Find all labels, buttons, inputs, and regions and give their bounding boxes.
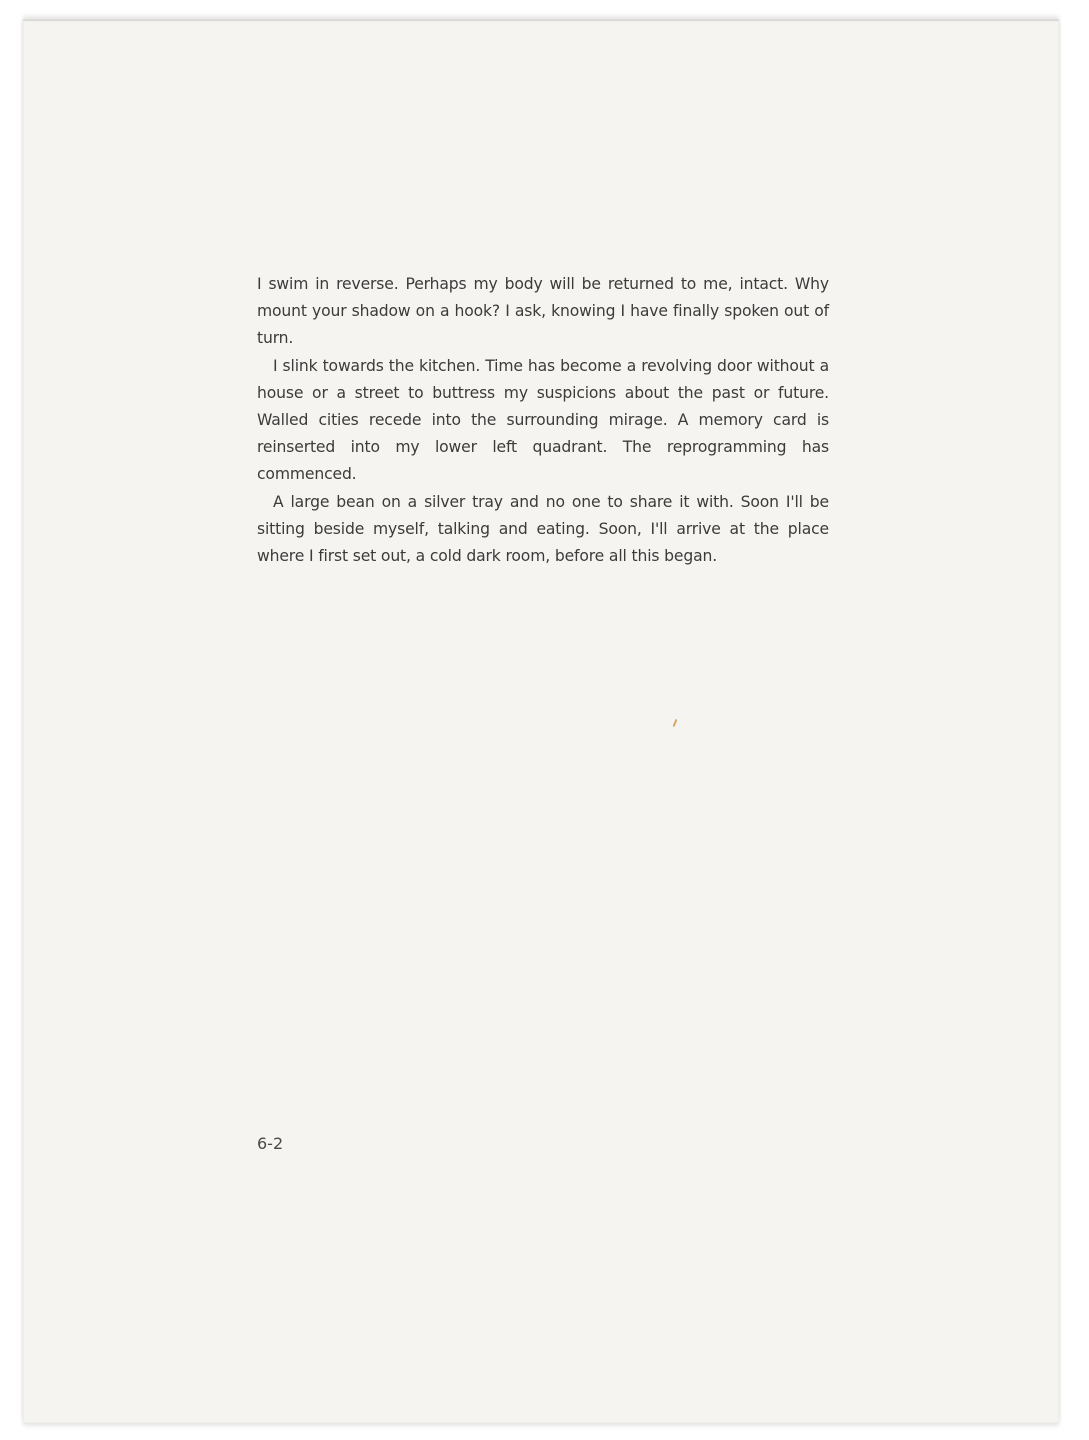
paragraph-1: I swim in reverse. Perhaps my body will be returned to me, intact. Why mount your shadow on a hook? I ask, knowing I have finally spoken out of turn. xyxy=(257,275,829,348)
paper-speck xyxy=(673,719,678,727)
paragraph-3: A large bean on a silver tray and no one to share it with. Soon I'll be sitting beside myself, talking and eating. Soon, I'll arrive at the place where I first set out, a cold dark room, before all this began. xyxy=(257,492,829,566)
page-number: 6-2 xyxy=(257,1134,284,1153)
paper-sheet xyxy=(23,19,1059,1423)
paragraph-2: I slink towards the kitchen. Time has become a revolving door without a house or a street to buttress my suspicions about the past or future. Walled cities recede into the surrounding mirage. A memory card is reinserted into my lower left quadrant. The reprogramming has commenced. xyxy=(257,356,829,484)
body-text xyxy=(257,271,829,570)
